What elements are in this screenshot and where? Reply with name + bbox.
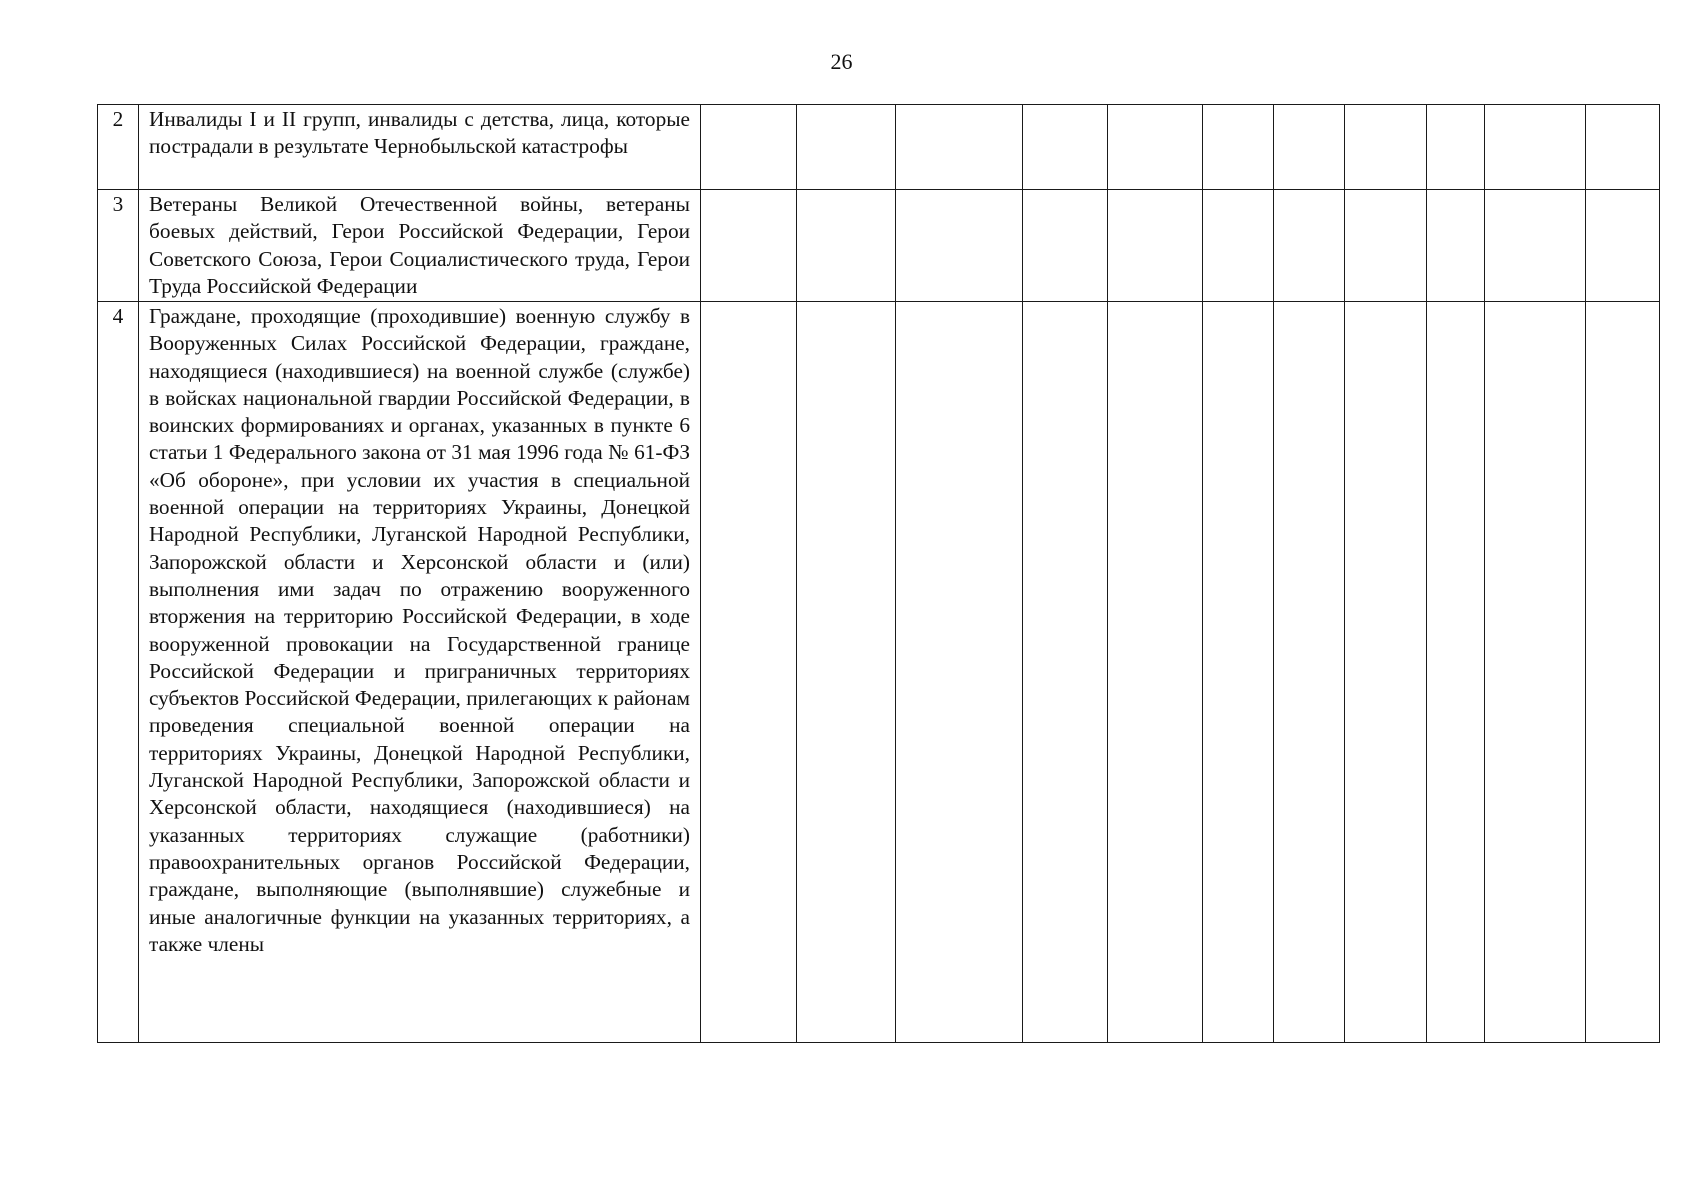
empty-cell: [1427, 302, 1485, 1043]
table-row: [98, 105, 1660, 190]
empty-cell: [1108, 190, 1203, 302]
table-row: [98, 190, 1660, 302]
empty-cell: [1586, 190, 1660, 302]
row-description: [139, 190, 701, 302]
empty-cell: [896, 302, 1023, 1043]
row-number: 3: [98, 190, 139, 302]
empty-cell: [701, 302, 797, 1043]
row-description-text: Инвалиды I и II групп, инвалиды с детства, лица, которые пострадали в результате Чернобыльской катастрофы: [149, 107, 690, 159]
empty-cell: [1427, 105, 1485, 190]
empty-cell: [1586, 105, 1660, 190]
empty-cell: [701, 105, 797, 190]
empty-cell: [1427, 190, 1485, 302]
empty-cell: [1274, 302, 1345, 1043]
table-row: [98, 302, 1660, 1043]
row-description: [139, 302, 701, 1043]
empty-cell: [1274, 105, 1345, 190]
empty-cell: [797, 105, 896, 190]
row-number: 4: [98, 302, 139, 1043]
empty-cell: [1203, 190, 1274, 302]
empty-cell: [797, 190, 896, 302]
empty-cell: [1586, 302, 1660, 1043]
empty-cell: [1023, 302, 1108, 1043]
empty-cell: [1485, 302, 1586, 1043]
empty-cell: [1274, 190, 1345, 302]
beneficiary-table: [97, 104, 1660, 1043]
empty-cell: [1203, 105, 1274, 190]
empty-cell: [896, 190, 1023, 302]
empty-cell: [1485, 105, 1586, 190]
empty-cell: [1108, 105, 1203, 190]
row-description-text: Ветераны Великой Отечественной войны, ветераны боевых действий, Герои Российской Федерации, Герои Советского Союза, Герои Социалистического труда, Герои Труда Российской Федерации: [149, 192, 690, 298]
row-description: [139, 105, 701, 190]
empty-cell: [1023, 105, 1108, 190]
empty-cell: [896, 105, 1023, 190]
empty-cell: [1203, 302, 1274, 1043]
row-number: 2: [98, 105, 139, 190]
empty-cell: [1485, 190, 1586, 302]
empty-cell: [797, 302, 896, 1043]
row-description-text: Граждане, проходящие (проходившие) военную службу в Вооруженных Силах Российской Федерации, граждане, находящиеся (находившиеся) на военной службе (службе) в войсках национальной гвардии Российской Федерации, в воинских формированиях и органах, указанных в пункте 6 статьи 1 Федерального закона от 31 мая 1996 года № 61-ФЗ «Об обороне», при условии их участия в специальной военной операции на территориях Украины, Донецкой Народной Республики, Луганской Народной Республики, Запорожской области и Херсонской области и (или) выполнения ими задач по отражению вооруженного вторжения на территорию Российской Федерации, в ходе вооруженной провокации на Государственной границе Российской Федерации и приграничных территориях субъектов Российской Федерации, прилегающих к районам проведения специальной военной операции на территориях Украины, Донецкой Народной Республики, Луганской Народной Республики, Запорожской области и Херсонской области, находящиеся (находившиеся) на указанных территориях служащие (работники) правоохранительных органов Российской Федерации, граждане, выполняющие (выполнявшие) служебные и иные аналогичные функции на указанных территориях, а также члены: [149, 304, 690, 956]
empty-cell: [1108, 302, 1203, 1043]
empty-cell: [1345, 190, 1427, 302]
empty-cell: [1345, 105, 1427, 190]
empty-cell: [701, 190, 797, 302]
page-number: 26: [830, 49, 853, 74]
empty-cell: [1023, 190, 1108, 302]
empty-cell: [1345, 302, 1427, 1043]
